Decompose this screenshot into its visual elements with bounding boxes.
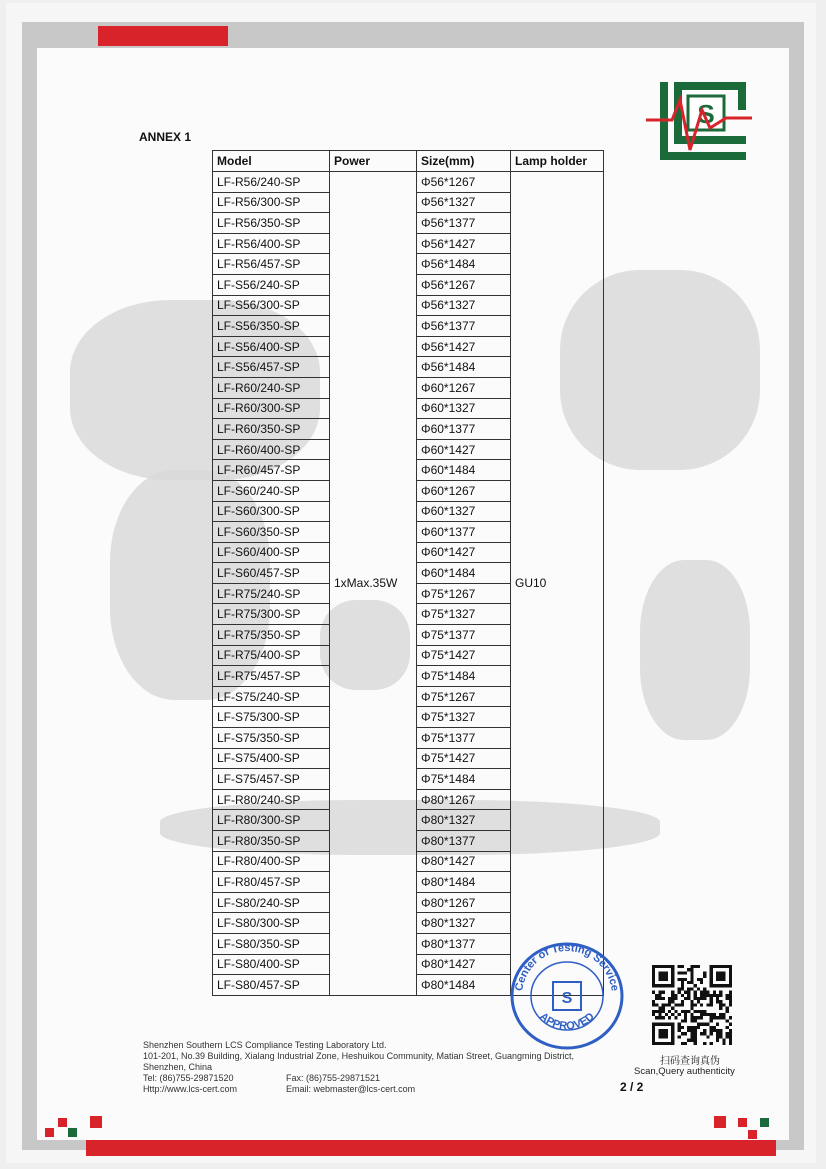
qr-label-chinese: 扫码查询真伪 [660,1056,720,1067]
header-model: Model [213,151,330,172]
size-cell: Φ56*1377 [417,213,511,234]
model-cell: LF-S75/300-SP [213,707,330,728]
model-cell: LF-R75/240-SP [213,583,330,604]
size-cell: Φ60*1377 [417,522,511,543]
size-cell: Φ75*1427 [417,645,511,666]
approved-stamp [508,940,626,1050]
size-cell: Φ75*1377 [417,728,511,749]
world-map-watermark [640,560,750,740]
model-cell: LF-S56/350-SP [213,316,330,337]
model-cell: LF-R80/350-SP [213,831,330,852]
size-cell: Φ80*1377 [417,831,511,852]
size-cell: Φ56*1484 [417,357,511,378]
model-cell: LF-S80/300-SP [213,913,330,934]
model-cell: LF-S80/400-SP [213,954,330,975]
corner-square [760,1118,769,1127]
size-cell: Φ60*1427 [417,542,511,563]
table-header-row [213,151,604,172]
size-cell: Φ80*1327 [417,810,511,831]
stamp-top-text: Center of Testing Service [513,941,621,992]
model-cell: LF-R60/240-SP [213,377,330,398]
footer-tel: Tel: (86)755-29871520 [143,1073,234,1083]
footer-fax: Fax: (86)755-29871521 [286,1073,381,1083]
size-cell: Φ56*1427 [417,233,511,254]
size-cell: Φ60*1484 [417,460,511,481]
model-cell: LF-S75/240-SP [213,686,330,707]
model-cell: LF-R80/457-SP [213,872,330,893]
qr-code-icon [652,965,732,1045]
page-number: 2 / 2 [620,1080,644,1094]
model-cell: LF-R75/400-SP [213,645,330,666]
size-cell: Φ56*1327 [417,192,511,213]
size-cell: Φ80*1484 [417,975,511,996]
model-cell: LF-S80/240-SP [213,892,330,913]
model-cell: LF-S56/300-SP [213,295,330,316]
corner-square [714,1116,726,1128]
model-cell: LF-S80/457-SP [213,975,330,996]
size-cell: Φ80*1377 [417,933,511,954]
model-table [212,150,604,996]
svg-text:S: S [697,99,715,129]
size-cell: Φ56*1327 [417,295,511,316]
model-cell: LF-R60/457-SP [213,460,330,481]
header-lamp-holder: Lamp holder [511,151,604,172]
size-cell: Φ80*1267 [417,892,511,913]
size-cell: Φ75*1427 [417,748,511,769]
model-cell: LF-S60/400-SP [213,542,330,563]
top-red-bar [98,26,228,46]
model-cell: LF-S80/350-SP [213,933,330,954]
model-cell: LF-R80/300-SP [213,810,330,831]
model-cell: LF-R56/300-SP [213,192,330,213]
model-cell: LF-R75/300-SP [213,604,330,625]
model-cell: LF-S56/240-SP [213,274,330,295]
header-size: Size(mm) [417,151,511,172]
table-row [213,172,604,193]
size-cell: Φ56*1377 [417,316,511,337]
size-cell: Φ75*1484 [417,769,511,790]
model-cell: LF-R60/400-SP [213,439,330,460]
size-cell: Φ80*1427 [417,851,511,872]
size-cell: Φ56*1484 [417,254,511,275]
size-cell: Φ56*1427 [417,336,511,357]
model-cell: LF-R56/457-SP [213,254,330,275]
size-cell: Φ75*1267 [417,583,511,604]
bottom-red-bar [86,1140,776,1156]
model-cell: LF-S60/457-SP [213,563,330,584]
model-cell: LF-S60/240-SP [213,480,330,501]
annex-title: ANNEX 1 [139,130,192,144]
model-cell: LF-R75/457-SP [213,666,330,687]
corner-square [58,1118,67,1127]
footer-address-line2: Shenzhen, China [143,1062,213,1072]
model-cell: LF-R75/350-SP [213,625,330,646]
corner-square [748,1130,757,1139]
power-cell: 1xMax.35W [330,172,417,996]
size-cell: Φ60*1377 [417,419,511,440]
svg-text:APPROVED [537,1011,597,1033]
model-cell: LF-R80/240-SP [213,789,330,810]
size-cell: Φ60*1267 [417,377,511,398]
model-cell: LF-S56/457-SP [213,357,330,378]
model-cell: LF-R56/400-SP [213,233,330,254]
size-cell: Φ80*1427 [417,954,511,975]
size-cell: Φ60*1267 [417,480,511,501]
size-cell: Φ75*1267 [417,686,511,707]
model-cell: LF-S60/350-SP [213,522,330,543]
footer-address-line1: 101-201, No.39 Building, Xialang Industrial Zone, Heshuikou Community, Matian Street, Guangming District, [143,1051,575,1061]
qr-label-english: Scan,Query authenticity [634,1066,735,1077]
size-cell: Φ75*1484 [417,666,511,687]
size-cell: Φ60*1427 [417,439,511,460]
model-cell: LF-R56/240-SP [213,172,330,193]
footer-website-link[interactable]: Http://www.lcs-cert.com [143,1084,238,1094]
size-cell: Φ80*1484 [417,872,511,893]
model-cell: LF-R60/350-SP [213,419,330,440]
footer-email-link[interactable]: Email: webmaster@lcs-cert.com [286,1084,416,1094]
model-cell: LF-S75/457-SP [213,769,330,790]
size-cell: Φ60*1484 [417,563,511,584]
size-cell: Φ75*1327 [417,604,511,625]
size-cell: Φ56*1267 [417,172,511,193]
model-cell: LF-S75/350-SP [213,728,330,749]
footer-company: Shenzhen Southern LCS Compliance Testing Laboratory Ltd. [143,1040,387,1050]
size-cell: Φ80*1327 [417,913,511,934]
corner-square [90,1116,102,1128]
corner-square [68,1128,77,1137]
header-power: Power [330,151,417,172]
svg-text:Center of Testing Service [513,942,621,992]
size-cell: Φ56*1267 [417,274,511,295]
size-cell: Φ75*1327 [417,707,511,728]
lcs-logo [646,80,752,166]
model-cell: LF-R80/400-SP [213,851,330,872]
model-cell: LF-R60/300-SP [213,398,330,419]
model-cell: LF-S75/400-SP [213,748,330,769]
stamp-bottom-text: APPROVED [537,1010,597,1033]
size-cell: Φ80*1267 [417,789,511,810]
lamp-holder-cell: GU10 [511,172,604,996]
size-cell: Φ75*1377 [417,625,511,646]
corner-square [45,1128,54,1137]
size-cell: Φ60*1327 [417,398,511,419]
corner-square [738,1118,747,1127]
model-cell: LF-R56/350-SP [213,213,330,234]
model-cell: LF-S56/400-SP [213,336,330,357]
model-cell: LF-S60/300-SP [213,501,330,522]
svg-text:S: S [561,990,573,1007]
size-cell: Φ60*1327 [417,501,511,522]
